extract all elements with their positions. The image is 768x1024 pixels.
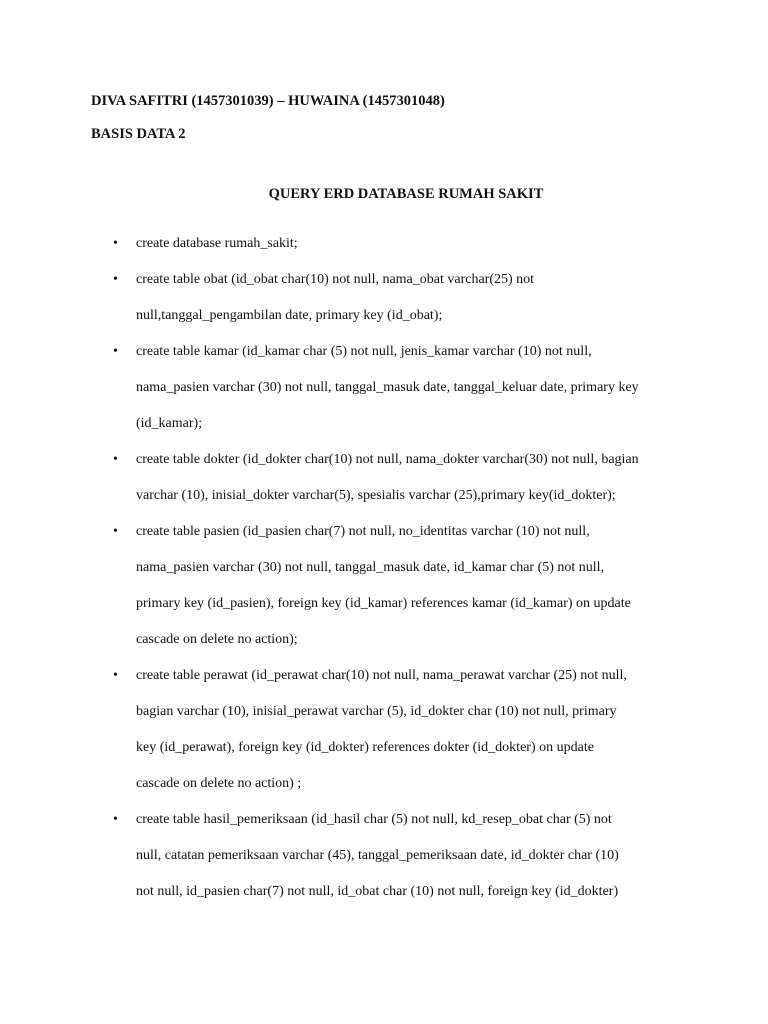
query-text-line: nama_pasien varchar (30) not null, tanggal_masuk date, tanggal_keluar date, primary key (136, 380, 639, 395)
document-title: QUERY ERD DATABASE RUMAH SAKIT (268, 186, 544, 202)
query-text-line: create table hasil_pemeriksaan (id_hasil char (5) not null, kd_resep_obat char (5) not (136, 812, 612, 827)
query-text-line: create table dokter (id_dokter char(10) not null, nama_dokter varchar(30) not null, bagian (136, 452, 639, 467)
query-text-line: varchar (10), inisial_dokter varchar(5), spesialis varchar (25),primary key(id_dokter); (136, 488, 616, 503)
query-text-line: create table kamar (id_kamar char (5) not null, jenis_kamar varchar (10) not null, (136, 344, 592, 359)
query-text-line: create database rumah_sakit; (136, 236, 298, 251)
author-line: DIVA SAFITRI (1457301039) – HUWAINA (1457301048) (91, 93, 445, 109)
query-text-line: null, catatan pemeriksaan varchar (45), tanggal_pemeriksaan date, id_dokter char (10) (136, 848, 619, 863)
bullet-icon: • (113, 452, 118, 467)
query-text-line: bagian varchar (10), inisial_perawat varchar (5), id_dokter char (10) not null, primary (136, 704, 617, 719)
bullet-icon: • (113, 668, 118, 683)
query-text-line: primary key (id_pasien), foreign key (id_kamar) references kamar (id_kamar) on update (136, 596, 631, 611)
query-text-line: create table obat (id_obat char(10) not null, nama_obat varchar(25) not (136, 272, 535, 287)
query-text-line: nama_pasien varchar (30) not null, tanggal_masuk date, id_kamar char (5) not null, (136, 560, 605, 575)
query-text-line: cascade on delete no action) ; (136, 776, 302, 791)
bullet-icon: • (113, 812, 118, 827)
course-name: BASIS DATA 2 (91, 126, 186, 142)
query-text-line: not null, id_pasien char(7) not null, id_obat char (10) not null, foreign key (id_dokter) (136, 884, 619, 899)
query-text-line: (id_kamar); (136, 416, 203, 431)
bullet-icon: • (113, 236, 118, 251)
query-text-line: cascade on delete no action); (136, 632, 298, 647)
query-text-line: null,tanggal_pengambilan date, primary key (id_obat); (136, 308, 443, 323)
query-text-line: create table pasien (id_pasien char(7) not null, no_identitas varchar (10) not null, (136, 524, 590, 539)
bullet-icon: • (113, 524, 118, 539)
query-text-line: create table perawat (id_perawat char(10) not null, nama_perawat varchar (25) not null, (136, 668, 627, 683)
bullet-icon: • (113, 344, 118, 359)
query-text-line: key (id_perawat), foreign key (id_dokter) references dokter (id_dokter) on update (136, 740, 594, 755)
bullet-icon: • (113, 272, 118, 287)
